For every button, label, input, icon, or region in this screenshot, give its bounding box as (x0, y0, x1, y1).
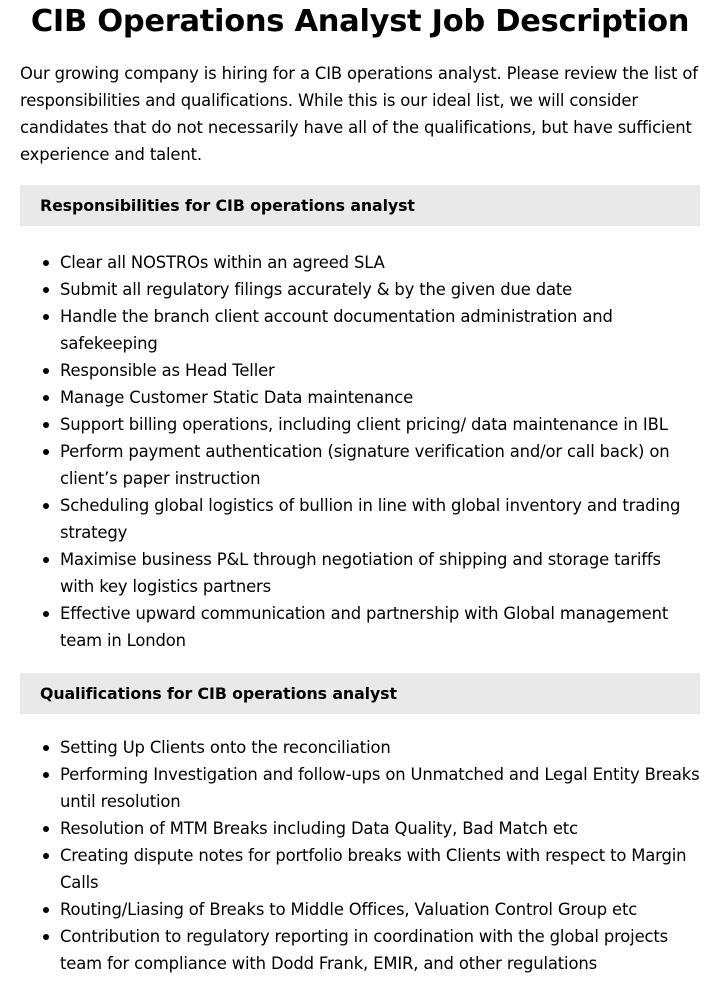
list-item (20, 411, 700, 438)
responsibilities-heading: Responsibilities for CIB operations analyst (40, 196, 415, 215)
list-item (20, 842, 700, 896)
list-item (20, 815, 700, 842)
bullet-icon (43, 368, 49, 374)
list-item (20, 896, 700, 923)
list-item-text: Creating dispute notes for portfolio breaks with Clients with respect to Margin Calls (60, 846, 687, 892)
bullet-icon (43, 314, 49, 320)
bullet-icon (43, 260, 49, 266)
bullet-icon (43, 772, 49, 778)
list-item-text: Support billing operations, including client pricing/ data maintenance in IBL (60, 415, 668, 434)
list-item-text: Contribution to regulatory reporting in coordination with the global projects team for compliance with Dodd Frank, EMIR, and other regulations (60, 927, 669, 973)
bullet-icon (43, 422, 49, 428)
bullet-icon (43, 745, 49, 751)
list-item (20, 546, 700, 600)
list-item (20, 303, 700, 357)
intro-paragraph: Our growing company is hiring for a CIB operations analyst. Please review the list of responsibilities and qualifications. While this is our ideal list, we will consider candidates that do not necessarily have all of the qualifications, but have sufficient experience and talent. (20, 64, 698, 164)
list-item (20, 357, 700, 384)
bullet-icon (43, 853, 49, 859)
list-item-text: Effective upward communication and partnership with Global management team in London (60, 604, 669, 650)
list-item (20, 249, 700, 276)
bullet-icon (43, 611, 49, 617)
list-item (20, 492, 700, 546)
bullet-icon (43, 907, 49, 913)
list-item-text: Maximise business P&L through negotiation of shipping and storage tariffs with key logistics partners (60, 550, 661, 596)
list-item-text: Scheduling global logistics of bullion in line with global inventory and trading strategy (60, 496, 681, 542)
responsibilities-header (20, 185, 700, 226)
list-item-text: Submit all regulatory filings accurately & by the given due date (60, 280, 573, 299)
list-item (20, 734, 700, 761)
list-item-text: Handle the branch client account documentation administration and safekeeping (60, 307, 613, 353)
page-title: CIB Operations Analyst Job Description (30, 4, 690, 39)
list-item-text: Setting Up Clients onto the reconciliation (60, 738, 391, 757)
list-item-text: Routing/Liasing of Breaks to Middle Offices, Valuation Control Group etc (60, 900, 638, 919)
list-item-text: Resolution of MTM Breaks including Data Quality, Bad Match etc (60, 819, 578, 838)
list-item (20, 600, 700, 654)
bullet-icon (43, 449, 49, 455)
bullet-icon (43, 557, 49, 563)
list-item-text: Performing Investigation and follow-ups on Unmatched and Legal Entity Breaks until resolution (60, 765, 700, 811)
list-item (20, 384, 700, 411)
bullet-icon (43, 826, 49, 832)
list-item (20, 438, 700, 492)
list-item-text: Perform payment authentication (signature verification and/or call back) on client’s paper instruction (60, 442, 670, 488)
qualifications-header (20, 673, 700, 714)
list-item-text: Clear all NOSTROs within an agreed SLA (60, 253, 385, 272)
qualifications-list (20, 734, 700, 977)
list-item (20, 923, 700, 977)
list-item (20, 276, 700, 303)
qualifications-heading: Qualifications for CIB operations analyst (40, 684, 397, 703)
bullet-icon (43, 395, 49, 401)
bullet-icon (43, 503, 49, 509)
bullet-icon (43, 934, 49, 940)
list-item (20, 761, 700, 815)
list-item-text: Responsible as Head Teller (60, 361, 275, 380)
responsibilities-list (20, 249, 700, 654)
bullet-icon (43, 287, 49, 293)
list-item-text: Manage Customer Static Data maintenance (60, 388, 414, 407)
